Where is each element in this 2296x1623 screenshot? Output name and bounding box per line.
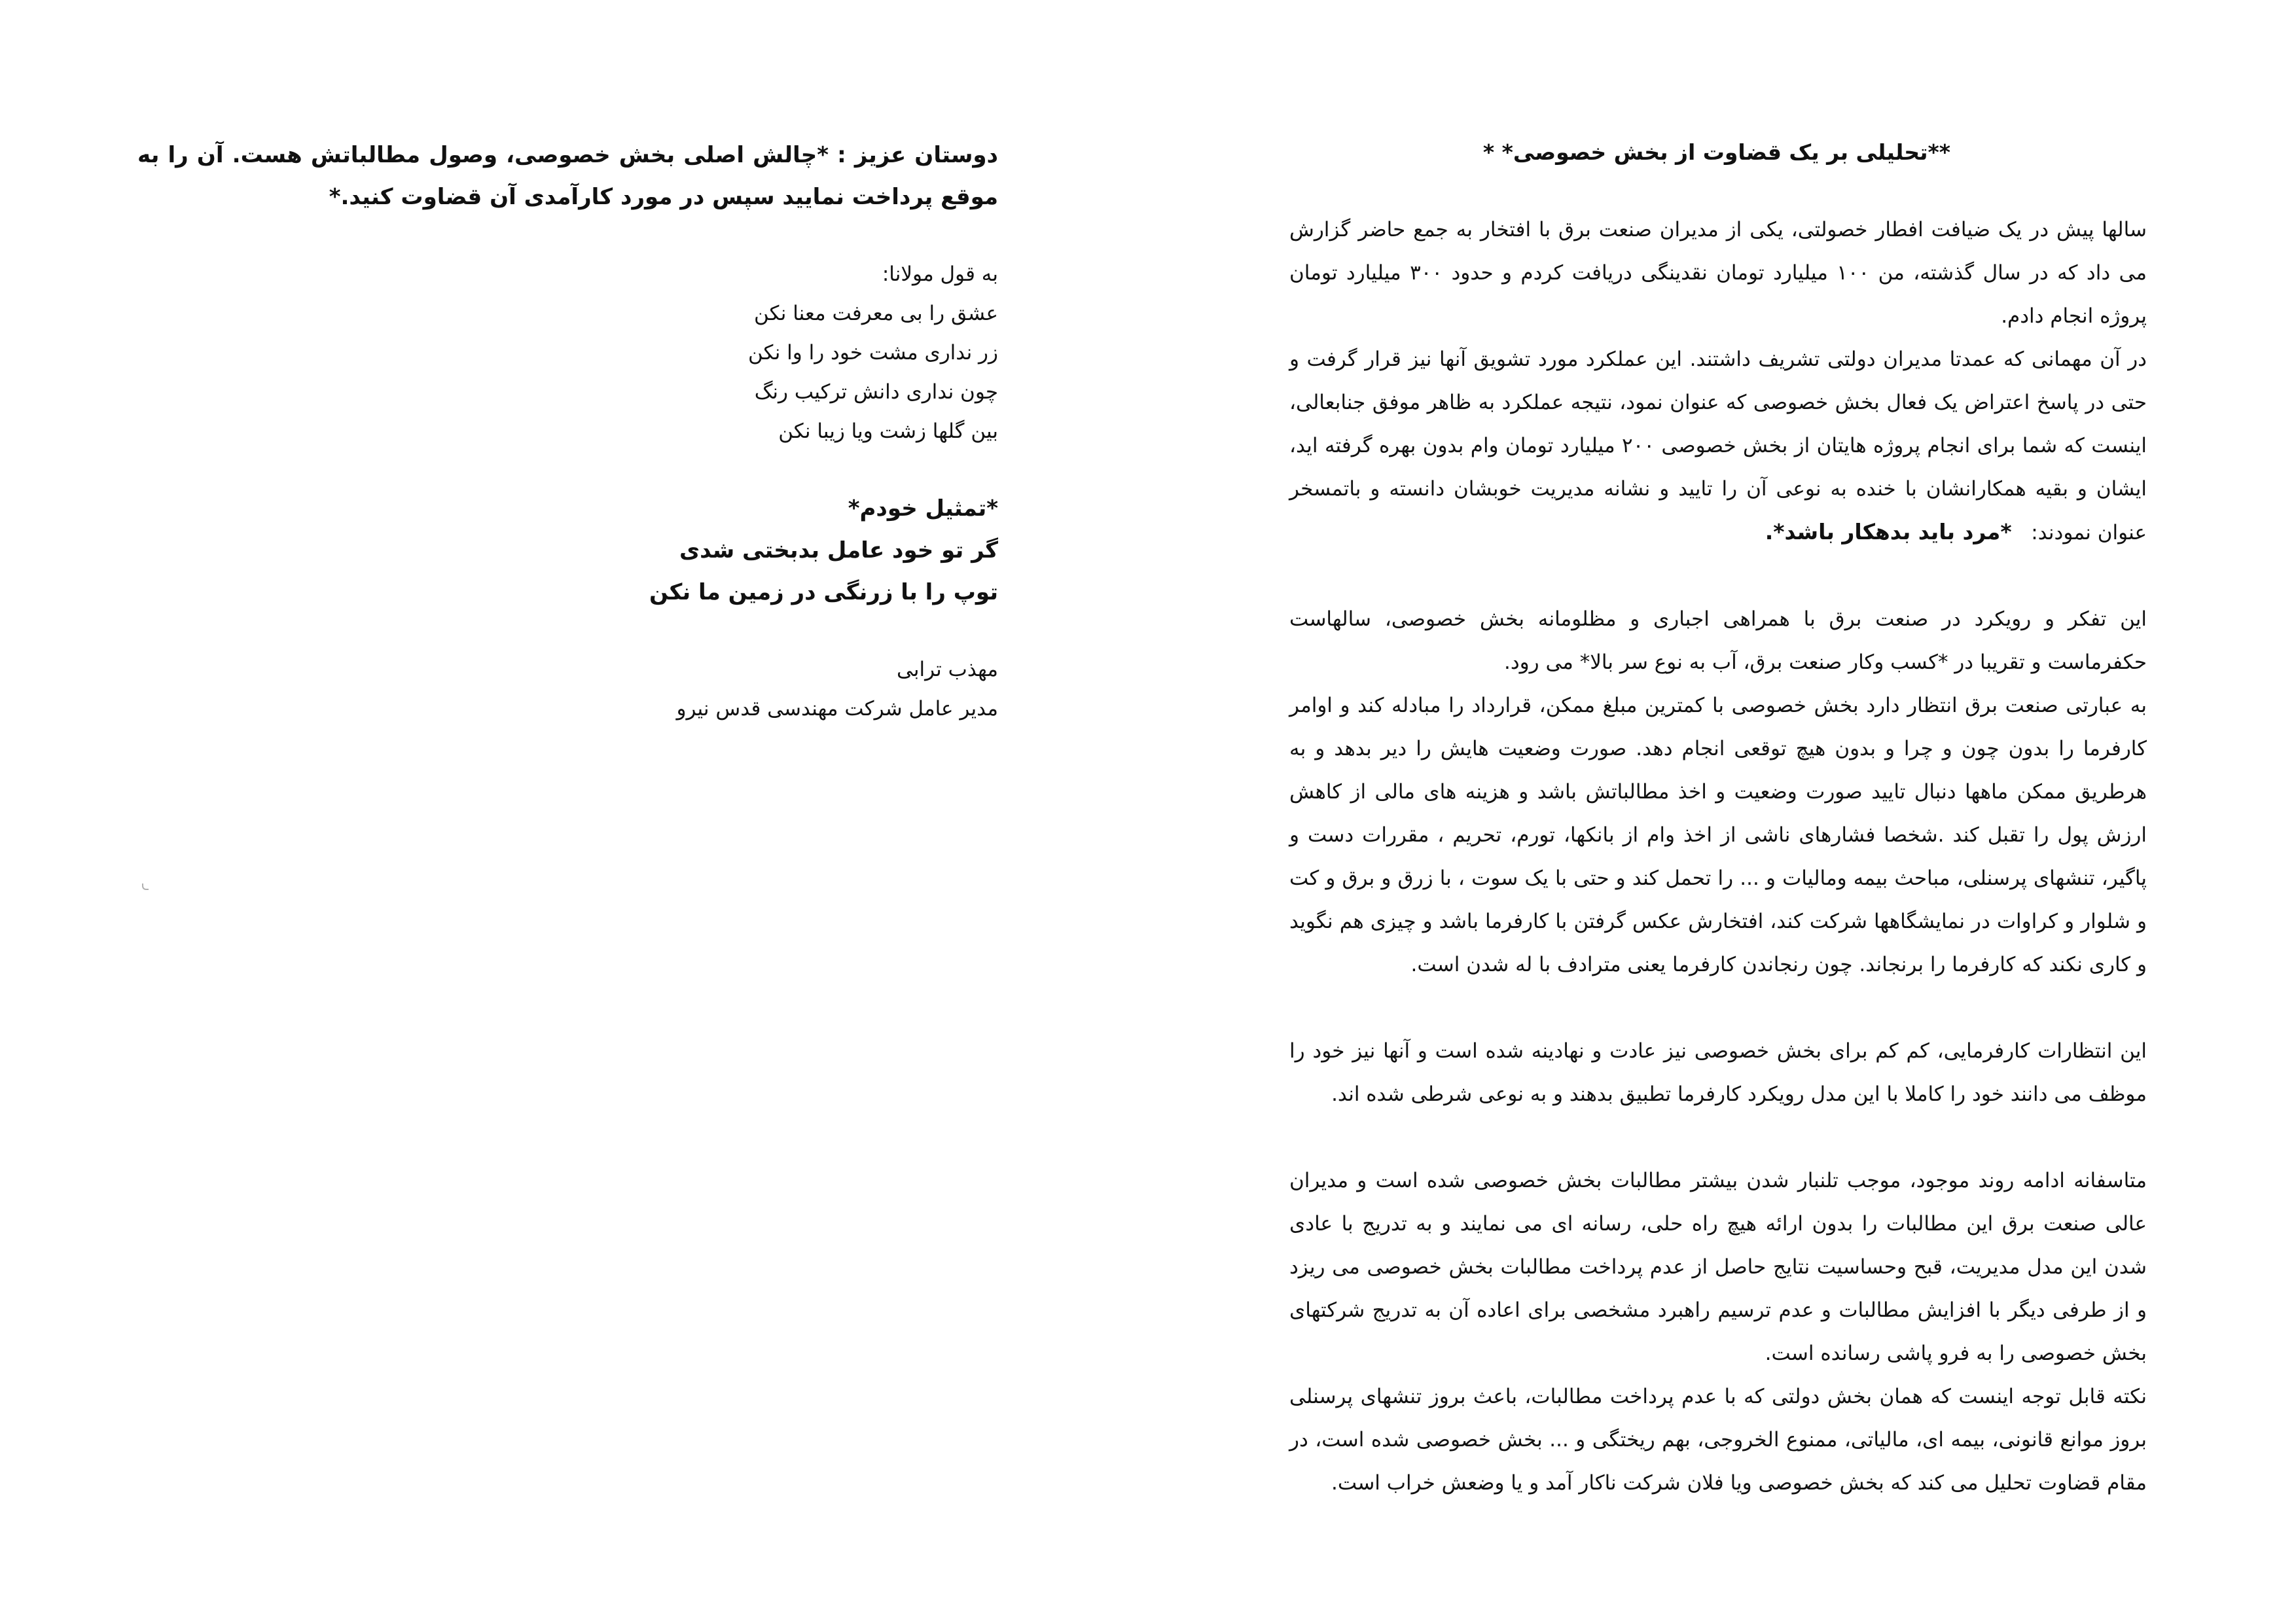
signature-block [137,650,998,728]
own-verse-block [137,488,998,613]
signature-name: مهذب ترابی [896,658,998,681]
poem-heading: به قول مولانا: [882,262,998,286]
signature-title: مدیر عامل شرکت مهندسی قدس نیرو [676,697,998,721]
closing-intro: دوستان عزیز : *چالش اصلی بخش خصوصی، وصول مطالباتش هست. آن را به موقع پرداخت نمایید سپس در مورد کارآمدی آن قضاوت کنید.* [137,142,998,210]
poem-line: چون نداری دانش ترکیب رنگ [754,380,998,404]
article-paragraph: به عبارتی صنعت برق انتظار دارد بخش خصوصی با کمترین مبلغ ممکن، قرارداد را مبادله کند و اوامر کارفرما را بدون چون و چرا و بدون هیچ توقعی انجام دهد. صورت وضعیت هایش را دیر بدهد و به هرطریق ممکن ماهها دنبال تایید صورت وضعیت و اخذ مطالباتش باشد و هزینه های مالی از کاهش ارزش پول را تقبل کند .شخصا فشارهای ناشی از اخذ وام از بانکها، تورم، تحریم ، مقررات دست و پاگیر، تنشهای پرسنلی، مباحث بیمه ومالیات و ... را تحمل کند و حتی با یک سوت ، با زرق و برق و کت و شلوار و کراوات در نمایشگاهها شرکت کند، افتخارش عکس گرفتن با کارفرما باشد و چیزی هم نگوید و کاری نکند که کارفرما را برنجاند. چون رنجاندن کارفرما یعنی مترادف با له شدن است. [1289,694,2147,976]
article-page [1289,131,2147,1505]
article-paragraph [1289,338,2147,554]
article-paragraph-text: در آن مهمانی که عمدتا مدیران دولتی تشریف داشتند. این عملکرد مورد تشویق آنها نیز قرار گرفت و حتی در پاسخ اعتراض یک فعال بخش خصوصی که عنوان نمود، نتیجه عملکرد به ظاهر موفق جنابعالی، اینست که شما برای انجام پروژه هایتان از بخش خصوصی ۲۰۰ میلیارد تومان وام بدون بهره گرفته اید، ایشان و بقیه همکارانشان با خنده به نوعی آن را تایید و نشانه مدیریت خوبشان دانسته و باتمسخر عنوان نمودند: [1289,348,2147,544]
poem-line: بین گلها زشت ویا زیبا نکن [778,419,998,443]
poem-line: عشق را بی معرفت معنا نکن [754,302,998,325]
stray-mark [142,883,149,890]
article-paragraph: این انتظارات کارفرمایی، کم کم برای بخش خصوصی نیز عادت و نهادینه شده است و آنها نیز خود را موظف می دانند خود را کاملا با این مدل رویکرد کارفرما تطبیق بدهند و به نوعی شرطی شده اند. [1289,1039,2147,1106]
article-title: **تحلیلی بر یک قضاوت از بخش خصوصی* * [1482,139,1950,165]
article-paragraph: این تفکر و رویکرد در صنعت برق با همراهی اجباری و مظلومانه بخش خصوصی، سالهاست حکفرماست و تقریبا در *کسب وکار صنعت برق، آب به نوع سر بالا* می رود. [1289,607,2147,674]
article-quote: *مرد باید بدهکار باشد*. [1765,519,2012,544]
article-paragraph: نکته قابل توجه اینست که همان بخش دولتی که با عدم پرداخت مطالبات، باعث بروز تنشهای پرسنلی بروز موانع قانونی، بیمه ای، مالیاتی، ممنوع الخروجی، بهم ریختگی و ... بخش خصوصی شده است، در مقام قضاوت تحلیل می کند که بخش خصوصی ویا فلان شرکت ناکار آمد و یا وضعش خراب است. [1289,1385,2147,1495]
own-verse-line: گر تو خود عامل بدبختی شدی [679,537,998,563]
poem-block [137,255,998,451]
own-verse-line: توپ را با زرنگی در زمین ما نکن [649,579,998,605]
article-paragraph: متاسفانه ادامه روند موجود، موجب تلنبار شدن بیشتر مطالبات بخش خصوصی شده است و مدیران عالی صنعت برق این مطالبات را بدون ارائه هیچ راه حلی، رسانه ای می نمایند و به تدریج با عادی شدن این مدل مدیریت، قبح وحساسیت نتایج حاصل از عدم پرداخت مطالبات بخش خصوصی می ریزد و از طرفی دیگر با افزایش مطالبات و عدم ترسیم راهبرد مشخصی برای اعاده آن به تدریج شرکتهای بخش خصوصی را به فرو پاشی رسانده است. [1289,1169,2147,1365]
article-paragraph: سالها پیش در یک ضیافت افطار خصولتی، یکی از مدیران صنعت برق با افتخار به جمع حاضر گزارش می داد که در سال گذشته، من ۱۰۰ میلیارد تومان نقدینگی دریافت کردم و حدود ۳۰۰ میلیارد تومان پروژه انجام دادم. [1289,218,2147,328]
own-verse-heading: *تمثیل خودم* [848,495,998,522]
closing-page [137,134,998,755]
poem-line: زر نداری مشت خود را وا نکن [747,341,998,365]
